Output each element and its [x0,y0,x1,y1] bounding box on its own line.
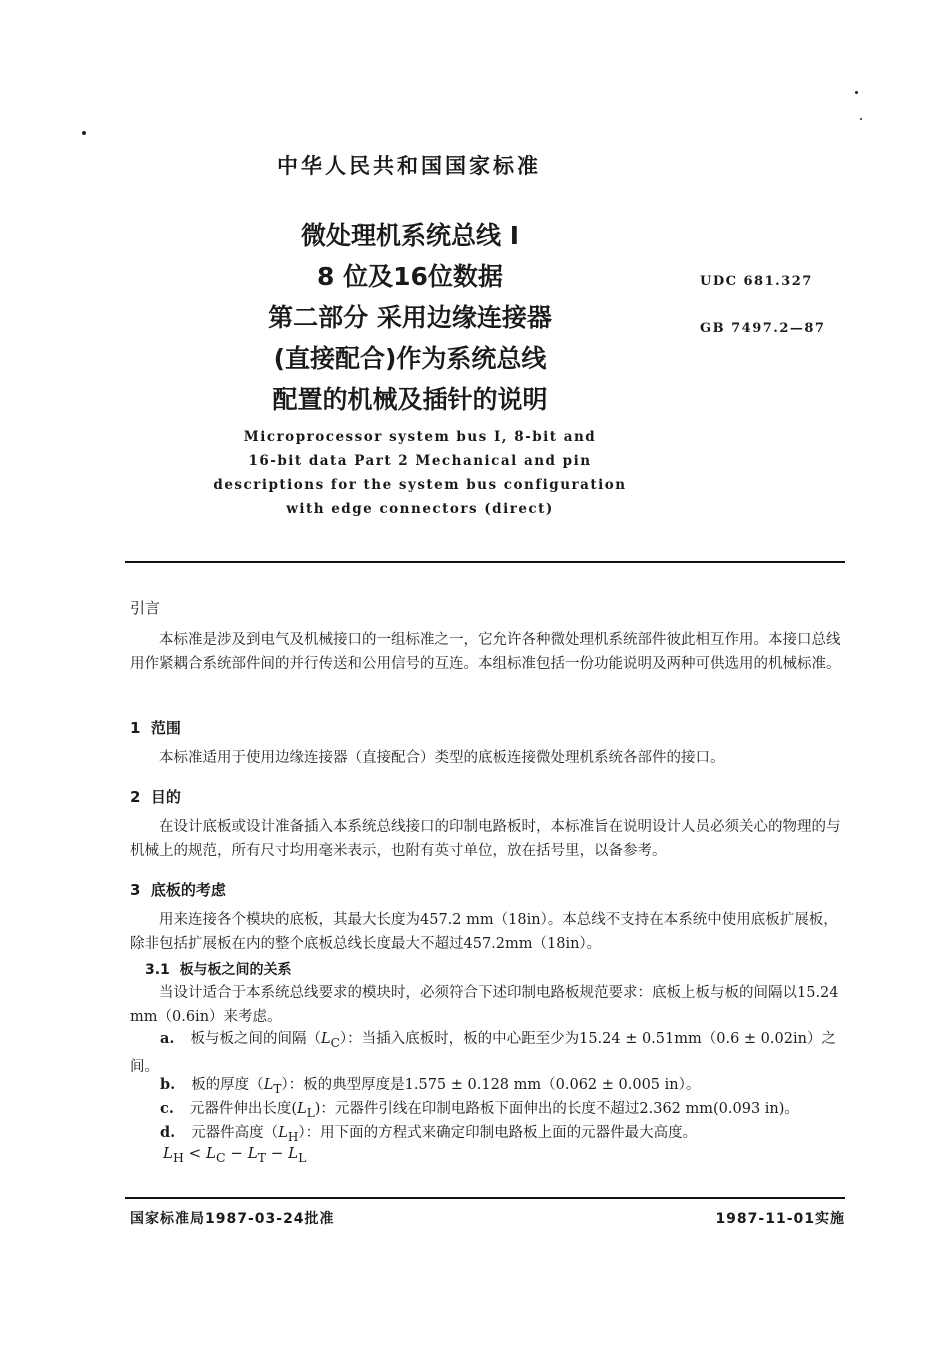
item-text: 元器件伸出长度( [189,1101,298,1117]
intro-paragraph: 本标准是涉及到电气及机械接口的一组标准之一，它允许各种微处理机系统部件彼此相互作用。本接口总线用作紧耦合系统部件间的并行传送和公用信号的互连。本组标准包括一份功能说明及两种可供选用的机械标准。 [130,632,841,672]
item-label: c. [160,1100,174,1117]
section-3-paragraph: 用来连接各个模块的底板，其最大长度为457.2 mm（18in）。本总线不支持在本系统中使用底板扩展板，除非包括扩展板在内的整个底板总线长度最大不超过457.2mm（18in）。 [130,912,838,952]
section-3-heading [130,879,226,900]
item-text: ）：板的典型厚度是1.575 ± 0.128 mm（0.062 ± 0.005 in）。 [281,1077,701,1093]
title-cn-line-5: 配置的机械及插针的说明 [272,385,548,414]
section-title: 范围 [150,719,181,737]
footer-divider [125,1197,845,1199]
height-formula [163,1144,306,1165]
title-en-line-2: 16-bit data Part 2 Mechanical and pin [248,453,592,469]
section-number: 1 [130,719,141,737]
section-2-paragraph: 在设计底板或设计准备插入本系统总线接口的印制电路板时，本标准旨在说明设计人员必须关心的物理的与机械上的规范，所有尺寸均用毫米表示，也附有英寸单位，放在括号里，以备参考。 [130,819,841,859]
item-label: d. [160,1124,176,1141]
section-title: 板与板之间的关系 [179,962,292,978]
formula-term: L [163,1144,173,1162]
intro-heading: 引言 [130,599,161,617]
national-standard-heading: 中华人民共和国国家标准 [277,154,541,178]
symbol: L [320,1031,331,1047]
title-cn-line-4: (直接配合)作为系统总线 [273,344,547,373]
item-text: )：元器件引线在印制电路板下面伸出的长度不超过2.362 mm(0.093 in)。 [314,1101,799,1117]
section-3-1-paragraph: 当设计适合于本系统总线要求的模块时，必须符合下述印制电路板规范要求：底板上板与板的间隔以15.24 mm（0.6in）来考虑。 [130,985,839,1025]
title-en-line-4: with edge connectors (direct) [286,501,554,517]
scan-speck [855,91,858,94]
symbol-subscript: H [287,1129,299,1144]
item-a [130,1027,846,1079]
item-text: 板的厚度（ [191,1077,264,1093]
scan-speck [82,131,86,135]
section-1-heading [130,717,181,738]
title-cn-line-1: 微处理机系统总线 I [300,221,519,250]
title-cn-line-2: 8 位及16位数据 [317,262,503,291]
formula-subscript: T [257,1150,267,1165]
section-title: 底板的考虑 [150,881,226,899]
formula-operator: − [270,1144,284,1162]
title-en-line-1: Microprocessor system bus I, 8-bit and [243,429,597,445]
symbol: L [278,1125,288,1141]
gb-number: GB 7497.2—87 [700,321,826,336]
symbol: L [297,1101,307,1117]
approval-date: 国家标准局1987-03-24批准 [130,1211,335,1227]
section-1-paragraph: 本标准适用于使用边缘连接器（直接配合）类型的底板连接微处理机系统各部件的接口。 [159,750,725,766]
formula-subscript: C [215,1150,226,1165]
section-2-heading [130,786,181,807]
item-text: 元器件高度（ [191,1125,279,1141]
formula-term: L [288,1144,299,1162]
section-number: 3 [130,881,141,899]
section-title: 目的 [150,788,181,806]
item-text: 板与板之间的间隔（ [190,1031,321,1047]
formula-term: L [206,1144,216,1162]
header-divider [125,561,845,563]
section-number: 3.1 [145,962,170,978]
formula-subscript: L [298,1150,307,1165]
item-label: b. [160,1076,176,1093]
title-en-line-3: descriptions for the system bus configuration [213,477,627,493]
formula-operator: < [188,1144,202,1162]
formula-operator: − [230,1144,243,1162]
section-number: 2 [130,788,141,806]
item-label: a. [160,1030,175,1047]
formula-subscript: H [172,1150,184,1165]
formula-term: L [247,1144,258,1162]
section-3-1-heading [145,959,292,979]
title-cn-line-3: 第二部分 采用边缘连接器 [268,303,552,332]
symbol-subscript: T [273,1081,282,1096]
item-text: ）：用下面的方程式来确定印制电路板上面的元器件最大高度。 [298,1125,698,1141]
symbol: L [263,1077,274,1093]
item-text: ）：当插入底板时，板的中心距至少为15.24 ± 0.51mm（0.6 ± 0.02in）之间。 [130,1031,836,1075]
effective-date: 1987-11-01实施 [715,1211,845,1227]
udc-number: UDC 681.327 [700,274,813,289]
scan-speck [860,118,862,120]
symbol-subscript: L [306,1105,315,1120]
symbol-subscript: C [330,1035,340,1050]
